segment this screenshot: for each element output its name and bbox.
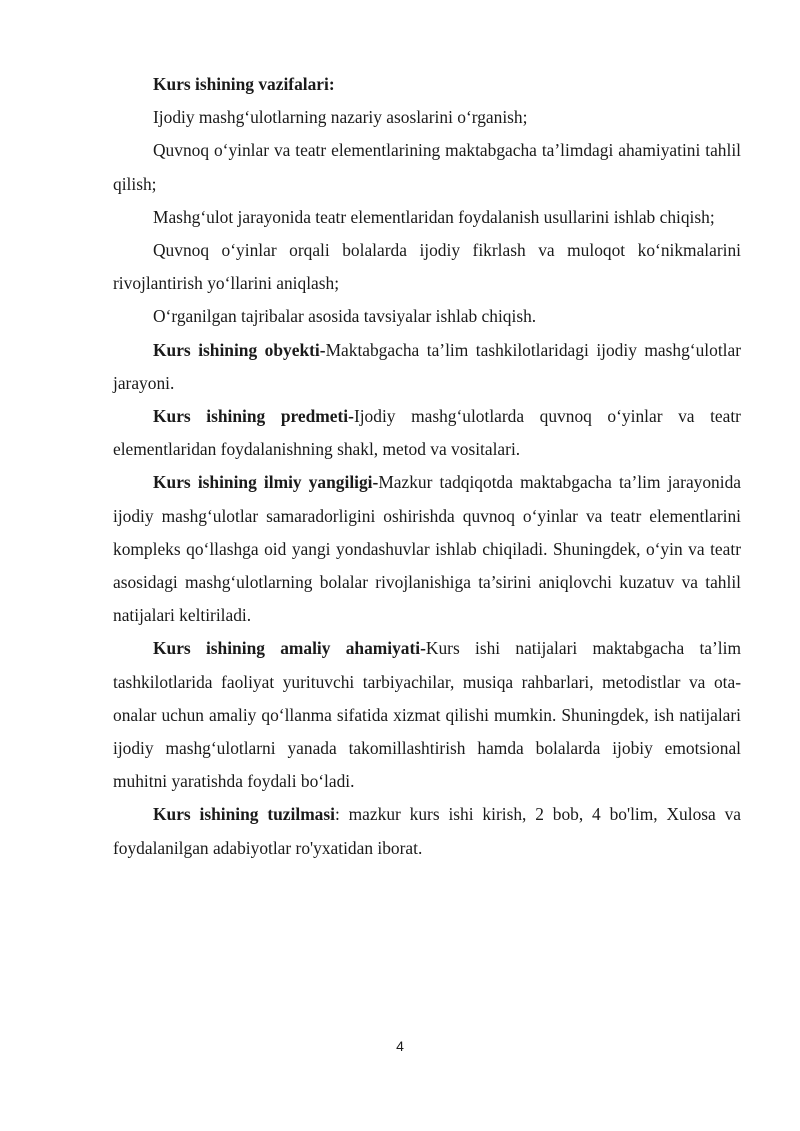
document-page <box>113 68 741 865</box>
task-item: Quvnoq o‘yinlar orqali bolalarda ijodiy fikrlash va muloqot ko‘nikmalarini rivojlantirish yo‘llarini aniqlash; <box>113 240 741 294</box>
structure-paragraph <box>113 798 741 864</box>
page-number: 4 <box>396 1038 404 1054</box>
tasks-heading <box>113 68 741 101</box>
task-item: Quvnoq o‘yinlar va teatr elementlarining maktabgacha ta’limdagi ahamiyatini tahlil qilish; <box>113 140 741 194</box>
structure-text: : mazkur kurs ishi kirish, 2 bob, 4 bo'lim, Xulosa va foydalanilgan adabiyotlar ro'yxatidan iborat. <box>113 804 742 858</box>
practical-label: Kurs ishining amaliy ahamiyati- <box>153 638 426 659</box>
novelty-paragraph <box>113 466 741 632</box>
novelty-text: Mazkur tadqiqotda maktabgacha ta’lim jarayonida ijodiy mashg‘ulotlar samaradorligini oshirishda quvnoq o‘yinlar va teatr elementlarini kompleks qo‘llashga oid yangi yondashuvlar ishlab chiqiladi. Shuningdek, o‘yin va teatr asosidagi mashg‘ulotlarning bolalar rivojlanishiga ta’sirini aniqlovchi kuzatuv va tahlil natijalari keltiriladi. <box>113 472 741 626</box>
subject-text: Ijodiy mashg‘ulotlarda quvnoq o‘yinlar va teatr elementlaridan foydalanishning shakl, metod va vositalari. <box>113 406 741 460</box>
novelty-label: Kurs ishining ilmiy yangiligi- <box>153 472 379 493</box>
task-item: O‘rganilgan tajribalar asosida tavsiyalar ishlab chiqish. <box>153 306 537 327</box>
practical-paragraph <box>113 632 741 798</box>
task-item: Mashg‘ulot jarayonida teatr elementlaridan foydalanish usullarini ishlab chiqish; <box>153 206 715 227</box>
subject-paragraph <box>113 400 741 466</box>
subject-label: Kurs ishining predmeti- <box>153 406 354 427</box>
task-item: Ijodiy mashg‘ulotlarning nazariy asoslarini o‘rganish; <box>153 107 528 128</box>
object-text: Maktabgacha ta’lim tashkilotlaridagi ijodiy mashg‘ulotlar jarayoni. <box>113 339 741 393</box>
structure-label: Kurs ishining tuzilmasi <box>153 804 335 825</box>
tasks-heading-label: Kurs ishining vazifalari: <box>153 74 335 94</box>
object-label: Kurs ishining obyekti- <box>153 339 326 360</box>
practical-text: Kurs ishi natijalari maktabgacha ta’lim tashkilotlarida faoliyat yurituvchi tarbiyachilar, musiqa rahbarlari, metodistlar va ota-onalar uchun amaliy qo‘llanma sifatida xizmat qilishi mumkin. Shuningdek, ish natijalari ijodiy mashg‘ulotlarni yanada takomillashtirish hamda bolalarda ijobiy emotsional muhitni yaratishda foydali bo‘ladi. <box>113 638 742 792</box>
object-paragraph <box>113 334 741 400</box>
